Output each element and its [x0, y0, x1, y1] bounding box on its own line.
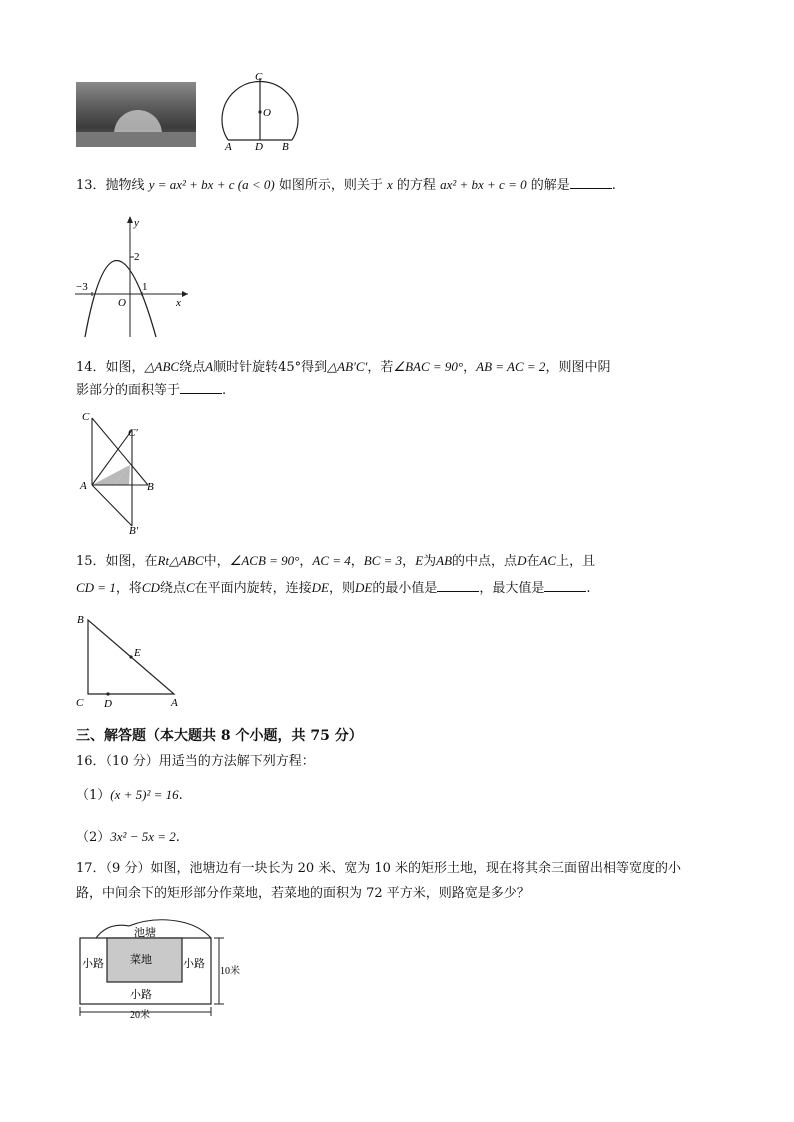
label-C: C [82, 411, 90, 423]
q13-parabola-expr: y = ax² + bx + c (a < 0) [148, 177, 275, 192]
label-E: E [134, 647, 141, 659]
answer-blank [570, 176, 612, 189]
circle-arch-figure [215, 70, 305, 155]
q16-part1: （1）(x + 5)² = 16. [76, 787, 183, 803]
height-label: 10米 [220, 966, 240, 977]
label-D: D [104, 698, 112, 710]
q15-text-line2: CD = 1，将CD绕点C在平面内旋转，连接DE，则DE的最小值是 ，最大值是 . [76, 580, 591, 596]
road-right-label: 小路 [183, 958, 205, 970]
q16-intro: 16．（10 分）用适当的方法解下列方程： [76, 754, 315, 769]
answer-blank-max [544, 579, 586, 592]
q14-text-line1: 14．如图，△ABC绕点A顺时针旋转45°得到△AB′C′，若∠BAC = 90°，AB = AC = 2，则图中阴 [76, 359, 611, 375]
right-triangle-figure [74, 610, 189, 710]
q15-text-line1: 15．如图，在Rt△ABC中，∠ACB = 90°，AC = 4，BC = 3，E为AB的中点，点D在AC上，且 [76, 553, 596, 569]
answer-blank [180, 381, 222, 394]
label-B: B [147, 481, 154, 493]
pond-field-figure [74, 912, 244, 1020]
q16-equation-2: 3x² − 5x = 2 [110, 829, 176, 844]
q14-text-line2: 影部分的面积等于 . [76, 383, 227, 398]
q16-equation-1: (x + 5)² = 16 [110, 787, 179, 802]
label-C: C [255, 71, 263, 83]
section-heading: 三、解答题（本大题共 8 个小题，共 75 分） [76, 728, 363, 744]
label-B-prime: B′ [129, 525, 139, 537]
parabola-graph [70, 212, 195, 342]
road-left-label: 小路 [82, 958, 104, 970]
root-left-label: −3 [76, 281, 88, 293]
root-right-label: 1 [142, 281, 148, 293]
label-A: A [80, 480, 87, 492]
label-B: B [77, 614, 84, 626]
pond-label: 池塘 [134, 927, 156, 939]
width-label: 20米 [130, 1010, 150, 1020]
label-D: D [255, 141, 263, 153]
road-bottom-label: 小路 [130, 989, 152, 1001]
axis-y-label: y [134, 217, 139, 229]
q17-text-line1: 17．（9 分）如图，池塘边有一块长为 20 米、宽为 10 米的矩形土地，现在将其余三面留出相等宽度的小 [76, 861, 682, 876]
answer-blank-min [437, 579, 479, 592]
rotation-triangle-figure [76, 408, 166, 538]
bridge-photo [76, 82, 196, 147]
y-intercept-label: 2 [134, 251, 140, 263]
axis-x-label: x [176, 297, 181, 309]
q16-part2: （2）3x² − 5x = 2. [76, 829, 180, 845]
label-C: C [76, 697, 84, 709]
label-A: A [225, 141, 232, 153]
q13-text: 13．抛物线 y = ax² + bx + c (a < 0) 如图所示，则关于 x 的方程 ax² + bx + c = 0 的解是 . [76, 177, 616, 193]
veg-label: 菜地 [130, 954, 152, 966]
q13-equation: ax² + bx + c = 0 [440, 177, 527, 192]
label-A: A [171, 697, 178, 709]
origin-label: O [118, 297, 126, 309]
label-O: O [263, 107, 271, 119]
label-B: B [282, 141, 289, 153]
q17-text-line2: 路，中间余下的矩形部分作菜地，若菜地的面积为 72 平方米，则路宽是多少？ [76, 886, 530, 901]
label-C-prime: C′ [128, 427, 138, 439]
